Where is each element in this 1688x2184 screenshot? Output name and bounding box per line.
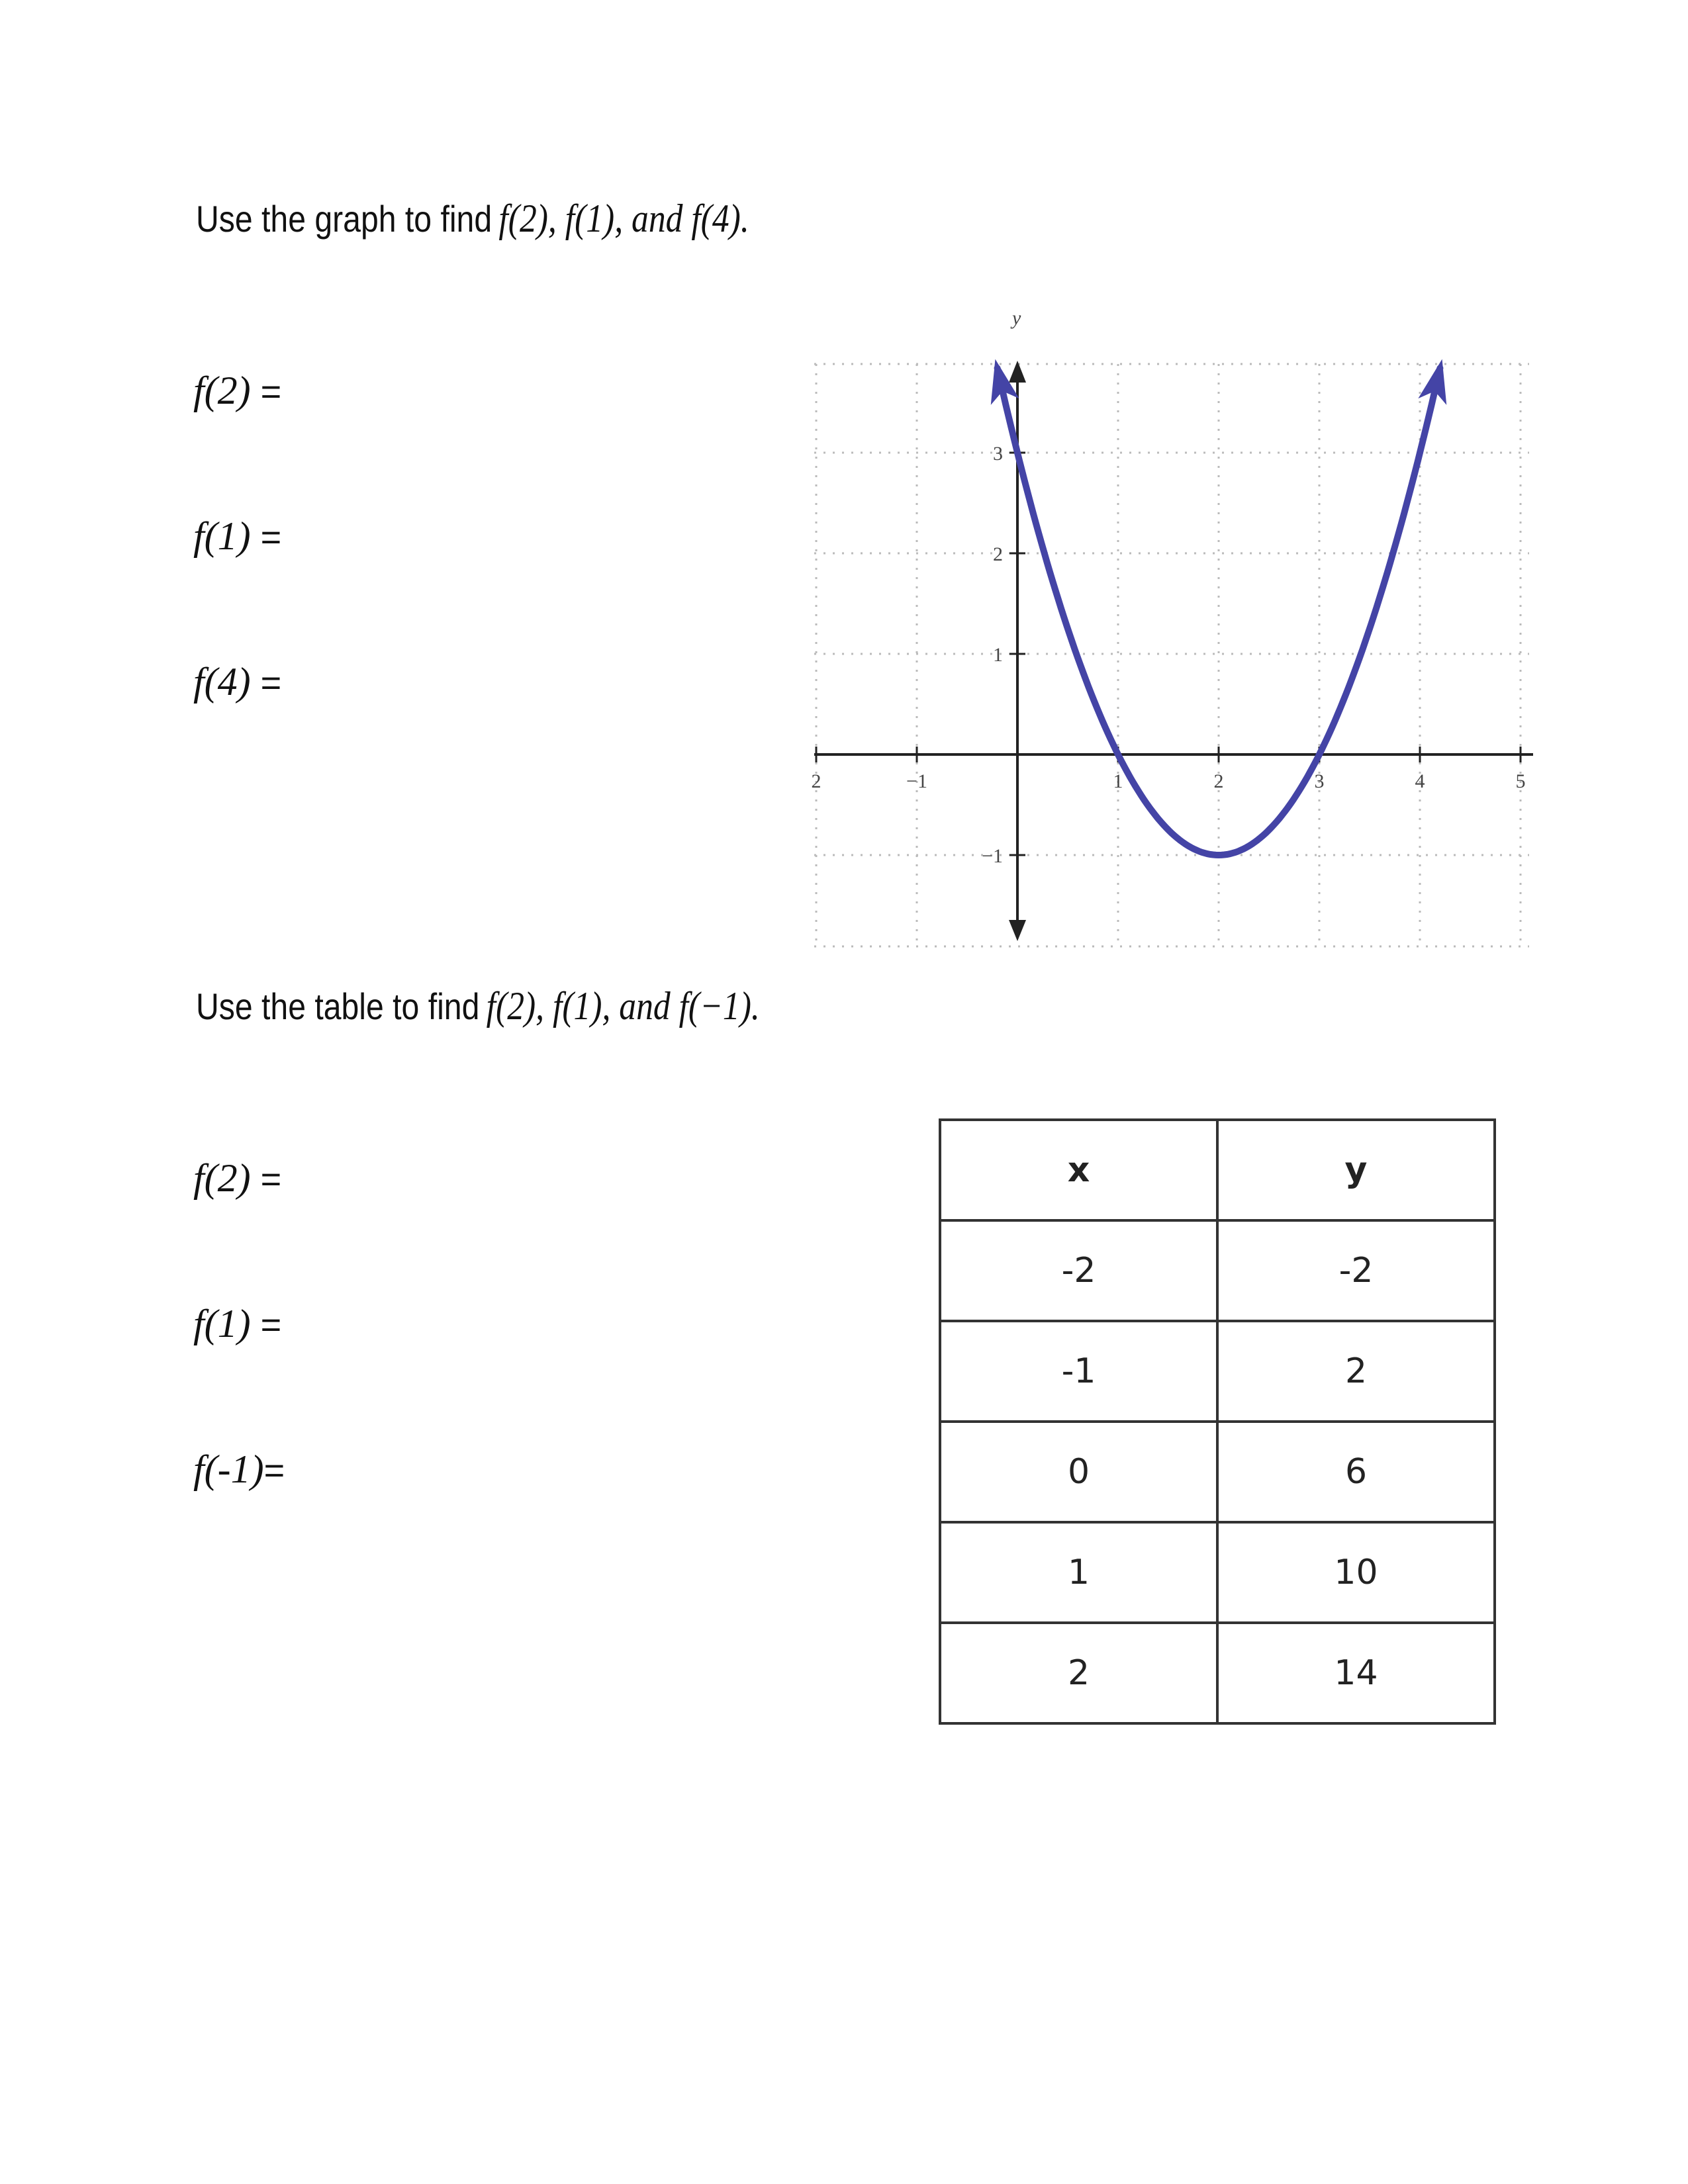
answer-line-graph-f1 [193,516,281,556]
equals-sign: = [250,663,282,703]
table-question-text: Use the table to find [196,985,480,1027]
table-row [940,1220,1495,1321]
table-row [940,1321,1495,1422]
table-cell-x: 0 [940,1422,1217,1522]
tick-labels [812,307,1526,867]
x-tick-label: 5 [1515,770,1526,792]
x-tick-label: 4 [1415,770,1425,792]
equals-sign: = [250,518,282,557]
graph-question [196,199,749,238]
answer-label: f(2) [193,369,251,412]
table-cell-y: 6 [1217,1422,1495,1522]
answer-label: f(1) [193,514,251,558]
y-tick-label: 3 [993,443,1003,465]
answer-line-table-f1 [193,1304,281,1343]
table-cell-x: 2 [940,1623,1217,1723]
table-cell-x: -1 [940,1321,1217,1422]
graph-question-math: f(2), f(1), and f(4). [498,197,749,240]
table-header-x: x [940,1120,1217,1220]
table-row [940,1623,1495,1723]
y-tick-label: 1 [993,644,1003,666]
parabola-graph [811,291,1536,966]
equals-sign: = [250,372,282,412]
answer-line-graph-f4 [193,662,281,702]
answer-line-table-f2 [193,1158,281,1198]
xy-table [939,1118,1496,1725]
table-cell-x: 1 [940,1522,1217,1623]
axes [811,361,1533,941]
x-tick-label: 2 [811,770,821,792]
table-cell-y: 2 [1217,1321,1495,1422]
y-axis-arrow-down [1009,920,1026,941]
y-tick-label: −1 [982,845,1003,867]
x-tick-label: 3 [1314,770,1325,792]
y-tick-label: 2 [993,543,1003,565]
x-tick-label: 2 [1213,770,1224,792]
answer-label: f(2) [193,1156,251,1200]
table-cell-y: -2 [1217,1220,1495,1321]
answer-line-table-fm1 [193,1449,285,1489]
table-question-math: f(2), f(1), and f(−1). [486,984,760,1028]
table-question [196,986,760,1026]
table-header-y: y [1217,1120,1495,1220]
equals-sign: = [263,1451,285,1490]
x-tick-label: −1 [906,770,927,792]
equals-sign: = [250,1305,282,1345]
table-cell-y: 14 [1217,1623,1495,1723]
y-axis-arrow-up [1009,361,1026,383]
table-cell-y: 10 [1217,1522,1495,1623]
answer-label: f(1) [193,1302,251,1345]
answer-label: f(-1) [193,1447,264,1491]
table-row [940,1422,1495,1522]
graph-question-text: Use the graph to find [196,198,492,240]
table-header-row [940,1120,1495,1220]
x-tick-label: 1 [1113,770,1123,792]
equals-sign: = [250,1160,282,1199]
answer-label: f(4) [193,660,251,704]
y-axis-label: y [1012,307,1021,329]
answer-line-graph-f2 [193,371,281,410]
table-row [940,1522,1495,1623]
table-cell-x: -2 [940,1220,1217,1321]
